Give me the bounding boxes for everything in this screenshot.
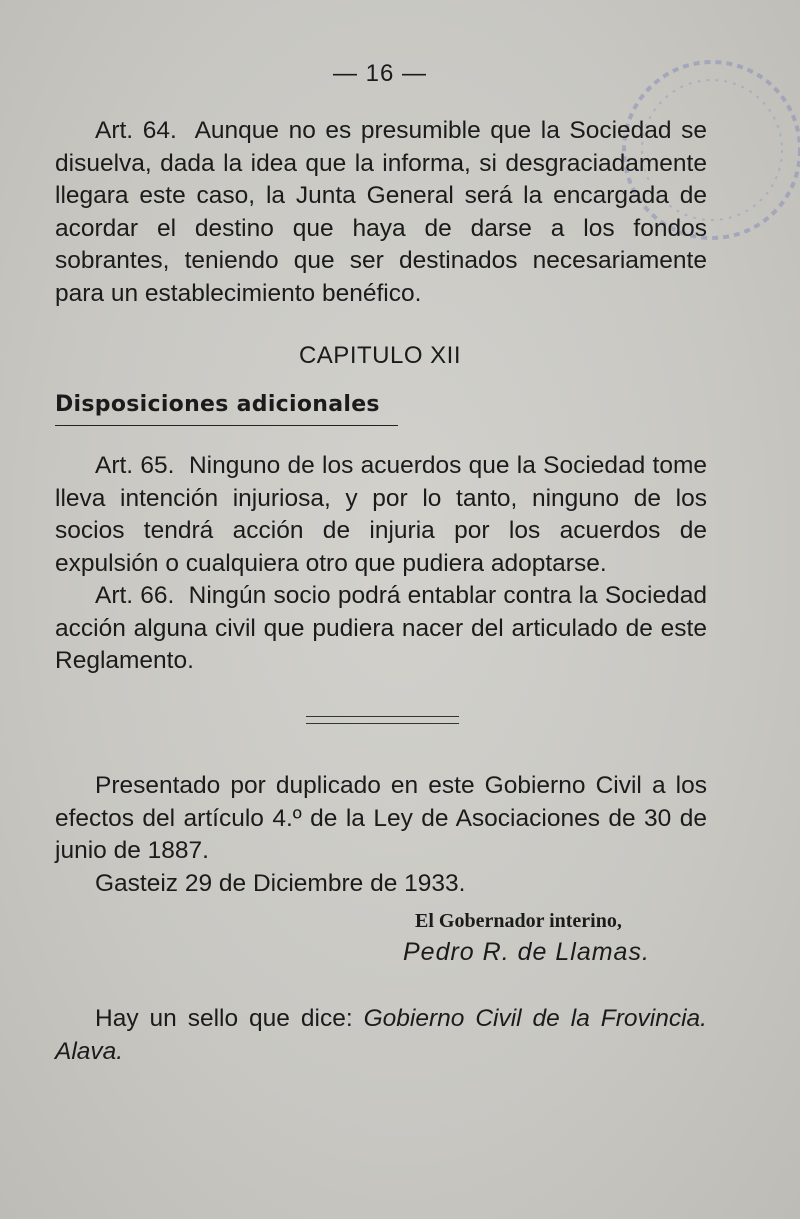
article-66-text: Ningún socio podrá entablar contra la Sociedad acción alguna civil que pudiera nacer del articulado de este Reglamento. [55,582,707,674]
section-divider [306,716,459,724]
seal-note-prefix: Hay un sello que dice: [95,1005,353,1032]
section-underline [55,425,398,426]
seal-note [55,1003,707,1068]
chapter-heading: CAPITULO XII [298,342,462,369]
article-65 [55,450,707,580]
article-65-label: Art. 65. [95,452,175,479]
presentation-text: Presentado por duplicado en este Gobierno Civil a los efectos del artículo 4.º de la Ley de Asociaciones de 30 de junio de 1887. [55,772,707,864]
signature-title: El Gobernador interino, [415,910,622,932]
article-64 [55,115,707,310]
place-date: Gasteiz 29 de Diciembre de 1933. [95,869,466,897]
section-title: Disposiciones adicionales [55,392,380,417]
page-number: — 16 — [332,60,428,87]
presentation-note [55,770,707,900]
article-64-label: Art. 64. [95,117,177,144]
article-65-text: Ninguno de los acuerdos que la Sociedad tome lleva intención injuriosa, y por lo tanto, ninguno de los socios tendrá acción de injuria por los acuerdos de expulsión o cualquiera otro que pudiera adoptarse. [55,452,707,577]
article-64-text: Aunque no es presumible que la Sociedad se disuelva, dada la idea que la informa, si desgraciadamente llegara este caso, la Junta General será la encargada de acordar el destino que haya de darse a los fondos sobrantes, teniendo que ser destinados necesariamente para un establecimiento benéfico. [55,117,708,307]
article-66-label: Art. 66. [95,582,175,609]
seal-note-seal-text: Gobierno Civil de la Frovincia. Alava. [55,1005,707,1065]
article-66 [55,580,707,678]
signature-name: Pedro R. de Llamas. [403,938,650,966]
